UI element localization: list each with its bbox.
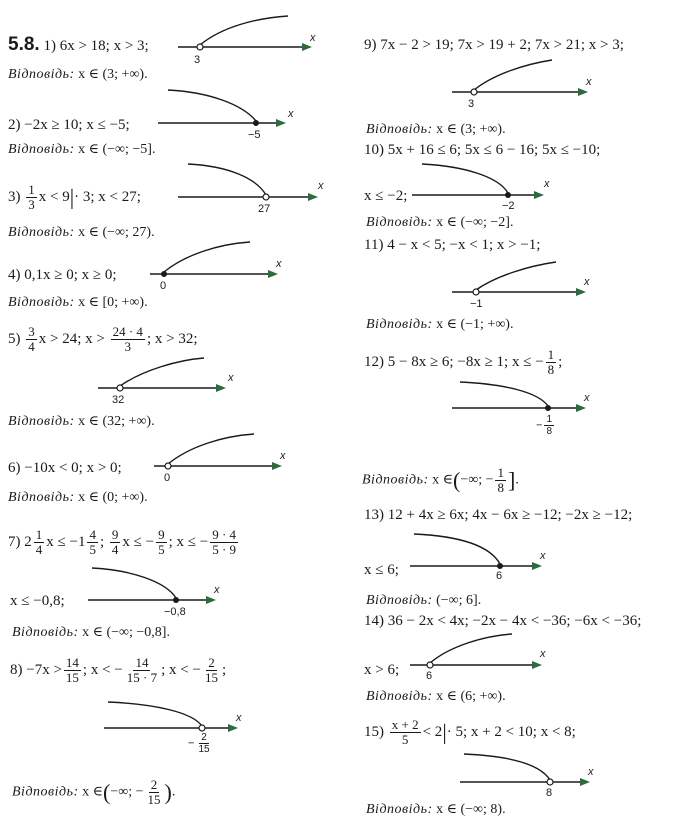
- axis-x-label: x: [588, 766, 594, 778]
- problem-14-text: 14) 36 − 2x < 4x; −2x − 4x < −36; −6x < −36;: [364, 613, 642, 629]
- tick-label: 0: [160, 280, 167, 292]
- fraction: $\frac{9 \cdot 4}{5 \cdot 9}$: [212, 527, 237, 557]
- answer-label: Відповідь:: [12, 784, 79, 800]
- answer-15-value: x ∈ (−∞; 8).: [436, 802, 506, 817]
- answer-10-value: x ∈ (−∞; −2].: [436, 215, 514, 230]
- fraction: $\frac{2}{15}$: [204, 655, 218, 685]
- problem-12-line: 12) 5 − 8x ≥ 6; −8x ≥ 1; x ≤ − $\frac{1}{8}$ ;: [364, 347, 563, 377]
- problem-1-line: [8, 36, 149, 55]
- axis-x-label: x: [280, 450, 286, 462]
- axis-x-label: x: [288, 108, 294, 120]
- fraction: $\frac{9}{5}$: [158, 527, 165, 557]
- axis-x-label: x: [540, 550, 546, 562]
- answer-12: Відповідь: x ∈(−∞; − $\frac{1}{8}$ ].: [362, 465, 519, 495]
- tick-label: − $\frac{1}{8}$: [536, 414, 552, 437]
- answer-14: [366, 688, 506, 706]
- fraction: $\frac{14}{15 \cdot 7}$: [126, 655, 158, 685]
- answer-11-value: x ∈ (−1; +∞).: [436, 317, 514, 332]
- answer-3-value: x ∈ (−∞; 27).: [78, 225, 155, 240]
- tick-label: −1: [470, 298, 483, 310]
- answer-label: Відповідь:: [8, 414, 75, 429]
- tick-label: −0,8: [164, 606, 186, 618]
- tick-label: − $\frac{2}{15}$: [188, 732, 210, 755]
- answer-label: Відповідь:: [8, 142, 75, 157]
- answer-3: [8, 224, 155, 242]
- answer-7-value: x ∈ (−∞; −0,8].: [82, 625, 170, 640]
- problem-13-result: x ≤ 6;: [364, 562, 399, 578]
- problem-7-line: 7) 2 $\frac{1}{4}$ x ≤ −1 $\frac{4}{5}$ ; $\frac{9}{4}$ x ≤ − $\frac{9}{5}$ ; x ≤ − $\frac{9 \cdot 4}{5 \cdot 9}$: [8, 527, 237, 557]
- fraction: $\frac{3}{4}$: [28, 324, 35, 354]
- answer-label: Відповідь:: [8, 67, 75, 82]
- axis-x-label: x: [318, 180, 324, 192]
- answer-15: [366, 801, 506, 819]
- answer-13: [366, 592, 481, 610]
- answer-label: Відповідь:: [8, 490, 75, 505]
- answer-4: [8, 294, 148, 312]
- axis-x-label: x: [584, 392, 590, 404]
- fraction: $\frac{x + 2}{5}$: [391, 717, 419, 747]
- answer-14-value: x ∈ (6; +∞).: [436, 689, 506, 704]
- tick-label: −5: [248, 129, 261, 141]
- problem-11-text: 11) 4 − x < 5; −x < 1; x > −1;: [364, 237, 541, 253]
- problem-10-result: x ≤ −2;: [364, 188, 408, 204]
- fraction: $\frac{14}{15}$: [65, 655, 79, 685]
- answer-label: Відповідь:: [366, 689, 433, 704]
- axis-x-label: x: [276, 258, 282, 270]
- tick-label: 6: [426, 670, 433, 682]
- problem-8-line: 8) −7x > $\frac{14}{15}$ ; x < − $\frac{14}{15 \cdot 7}$ ; x < − $\frac{2}{15}$ ;: [10, 655, 227, 685]
- problem-10-text: 10) 5x + 16 ≤ 6; 5x ≤ 6 − 16; 5x ≤ −10;: [364, 142, 601, 158]
- tick-label: 32: [112, 394, 125, 406]
- answer-5-value: x ∈ (32; +∞).: [78, 414, 155, 429]
- answer-9-value: x ∈ (3; +∞).: [436, 122, 506, 137]
- fraction: $\frac{9}{4}$: [111, 527, 119, 557]
- answer-label: Відповідь:: [12, 625, 79, 640]
- axis-x-label: x: [214, 584, 220, 596]
- answer-2-value: x ∈ (−∞; −5].: [78, 142, 156, 157]
- problem-3-line: 3) $\frac{1}{3}$ x < 9|· 3; x < 27;: [8, 182, 141, 212]
- answer-2: [8, 141, 155, 159]
- answer-6-value: x ∈ (0; +∞).: [78, 490, 148, 505]
- answer-7: [12, 624, 170, 642]
- fraction: $\frac{4}{5}$: [89, 527, 96, 557]
- axis-x-label: x: [584, 276, 590, 288]
- tick-label: −2: [502, 200, 515, 212]
- answer-8: Відповідь: x ∈(−∞; − $\frac{2}{15}$ ).: [12, 777, 176, 807]
- fraction: $\frac{1}{3}$: [28, 182, 35, 212]
- axis-x-label: x: [586, 76, 592, 88]
- answer-4-value: x ∈ [0; +∞).: [78, 295, 148, 310]
- answer-label: Відповідь:: [366, 317, 433, 332]
- answer-label: Відповідь:: [366, 593, 433, 608]
- problem-1-text: 1) 6x > 18; x > 3;: [43, 38, 149, 54]
- answer-5: [8, 413, 155, 431]
- tick-label: 8: [546, 787, 553, 799]
- answer-label: Відповідь:: [366, 802, 433, 817]
- tick-label: 3: [468, 98, 475, 110]
- tick-label: 3: [194, 54, 201, 66]
- fraction: $\frac{1}{8}$: [547, 347, 555, 377]
- fraction: $\frac{24 \cdot 4}{3}$: [112, 324, 143, 354]
- problem-6-text: 6) −10x < 0; x > 0;: [8, 460, 122, 476]
- answer-11: [366, 316, 513, 334]
- problem-15-line: 15) $\frac{x + 2}{5}$ < 2|· 5; x + 2 < 10; x < 8;: [364, 717, 576, 747]
- tick-label: 0: [164, 472, 171, 484]
- axis-x-label: x: [540, 648, 546, 660]
- problem-13-text: 13) 12 + 4x ≥ 6x; 4x − 6x ≥ −12; −2x ≥ −12;: [364, 507, 633, 523]
- answer-label: Відповідь:: [362, 472, 429, 488]
- problem-2-text: 2) −2x ≥ 10; x ≤ −5;: [8, 117, 130, 133]
- exercise-number: 5.8.: [8, 34, 40, 55]
- fraction: $\frac{2}{15}$: [147, 777, 161, 807]
- tick-label: 27: [258, 203, 271, 215]
- tick-label: 6: [496, 570, 503, 582]
- problem-4-text: 4) 0,1x ≥ 0; x ≥ 0;: [8, 267, 117, 283]
- problem-5-line: 5) $\frac{3}{4}$ x > 24; x > $\frac{24 \cdot 4}{3}$ ; x > 32;: [8, 324, 198, 354]
- fraction: $\frac{1}{8}$: [497, 465, 504, 495]
- answer-9: [366, 121, 506, 139]
- answer-10: [366, 214, 513, 232]
- axis-x-label: x: [228, 372, 234, 384]
- answer-13-value: (−∞; 6].: [436, 593, 482, 608]
- answer-1-value: x ∈ (3; +∞).: [78, 67, 148, 82]
- problem-7-result: x ≤ −0,8;: [10, 593, 65, 609]
- axis-x-label: x: [544, 178, 550, 190]
- axis-x-label: x: [236, 712, 242, 724]
- answer-6: [8, 489, 148, 507]
- answer-label: Відповідь:: [8, 225, 75, 240]
- answer-label: Відповідь:: [8, 295, 75, 310]
- answer-label: Відповідь:: [366, 215, 433, 230]
- axis-x-label: x: [310, 32, 316, 44]
- answer-1: [8, 66, 148, 84]
- problem-14-result: x > 6;: [364, 662, 400, 678]
- answer-label: Відповідь:: [366, 122, 433, 137]
- fraction: $\frac{1}{4}$: [35, 527, 43, 557]
- problem-9-text: 9) 7x − 2 > 19; 7x > 19 + 2; 7x > 21; x > 3;: [364, 37, 624, 53]
